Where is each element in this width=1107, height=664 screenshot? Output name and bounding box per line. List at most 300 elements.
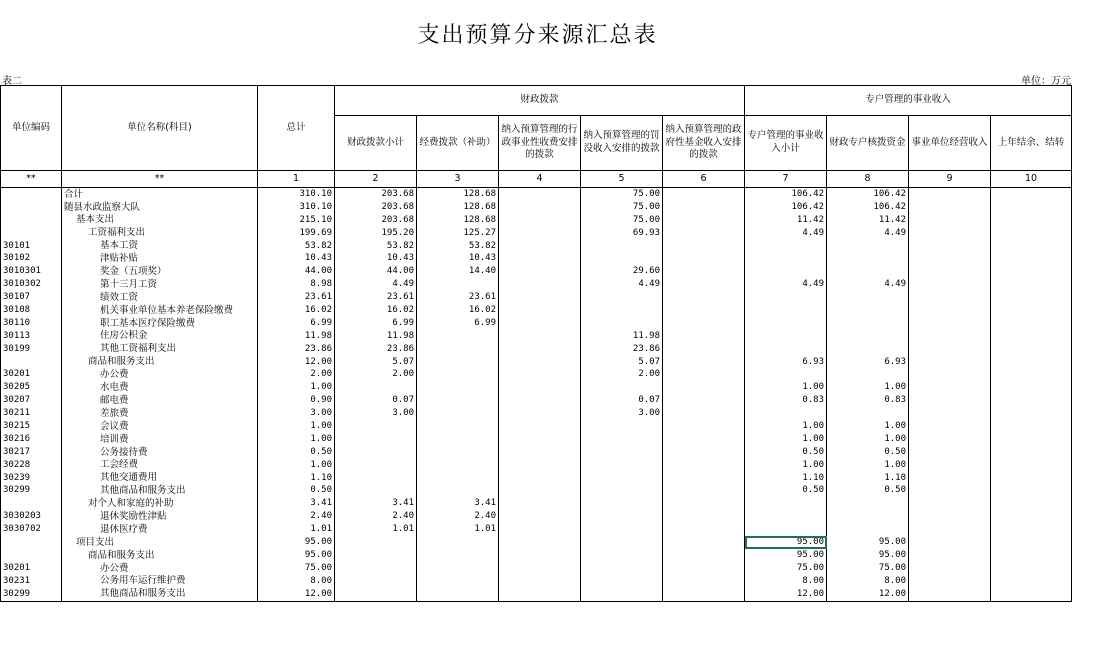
value-cell[interactable]: [663, 317, 745, 330]
value-cell[interactable]: [663, 510, 745, 523]
value-cell[interactable]: [745, 317, 827, 330]
value-cell[interactable]: 8.98: [258, 278, 335, 291]
unit-code-cell[interactable]: 30211: [1, 407, 62, 420]
value-cell[interactable]: [909, 510, 991, 523]
value-cell[interactable]: [335, 484, 417, 497]
value-cell[interactable]: [663, 265, 745, 278]
value-cell[interactable]: [909, 420, 991, 433]
value-cell[interactable]: [417, 368, 499, 381]
unit-code-cell[interactable]: 30201: [1, 368, 62, 381]
header-unit-name[interactable]: 单位名称(科目): [62, 86, 258, 171]
value-cell[interactable]: 0.90: [258, 394, 335, 407]
header-operating-grant[interactable]: 经费拨款（补助）: [417, 116, 499, 171]
value-cell[interactable]: [991, 459, 1072, 472]
value-cell[interactable]: [663, 252, 745, 265]
value-cell[interactable]: [991, 472, 1072, 485]
value-cell[interactable]: 11.98: [335, 330, 417, 343]
value-cell[interactable]: 44.00: [258, 265, 335, 278]
value-cell[interactable]: [745, 240, 827, 253]
value-cell[interactable]: 4.49: [581, 278, 663, 291]
value-cell[interactable]: [745, 252, 827, 265]
value-cell[interactable]: [663, 407, 745, 420]
unit-code-cell[interactable]: 30102: [1, 252, 62, 265]
unit-name-cell[interactable]: 商品和服务支出: [62, 549, 258, 562]
header-special-subtotal[interactable]: 专户管理的事业收入小计: [745, 116, 827, 171]
value-cell[interactable]: [909, 330, 991, 343]
value-cell[interactable]: 0.50: [827, 446, 909, 459]
value-cell[interactable]: [991, 510, 1072, 523]
header-fiscal-group[interactable]: 财政拨款: [335, 86, 745, 116]
value-cell[interactable]: [499, 317, 581, 330]
value-cell[interactable]: [499, 188, 581, 201]
value-cell[interactable]: [335, 459, 417, 472]
value-cell[interactable]: [991, 394, 1072, 407]
value-cell[interactable]: [417, 536, 499, 549]
value-cell[interactable]: 128.68: [417, 201, 499, 214]
value-cell[interactable]: 0.83: [827, 394, 909, 407]
value-cell[interactable]: 16.02: [335, 304, 417, 317]
unit-name-cell[interactable]: 退休医疗费: [62, 523, 258, 536]
unit-name-cell[interactable]: 其他交通费用: [62, 472, 258, 485]
value-cell[interactable]: [499, 459, 581, 472]
value-cell[interactable]: 12.00: [745, 588, 827, 601]
value-cell[interactable]: [581, 291, 663, 304]
value-cell[interactable]: 1.01: [335, 523, 417, 536]
value-cell[interactable]: [663, 381, 745, 394]
value-cell[interactable]: 1.00: [258, 420, 335, 433]
unit-code-cell[interactable]: 30299: [1, 588, 62, 601]
unit-name-cell[interactable]: 职工基本医疗保险缴费: [62, 317, 258, 330]
unit-name-cell[interactable]: 第十三月工资: [62, 278, 258, 291]
value-cell[interactable]: 1.10: [258, 472, 335, 485]
unit-code-cell[interactable]: 30108: [1, 304, 62, 317]
value-cell[interactable]: [499, 304, 581, 317]
value-cell[interactable]: [417, 588, 499, 601]
value-cell[interactable]: [663, 278, 745, 291]
header-total[interactable]: 总计: [258, 86, 335, 171]
value-cell[interactable]: [991, 227, 1072, 240]
unit-name-cell[interactable]: 邮电费: [62, 394, 258, 407]
unit-name-cell[interactable]: 水电费: [62, 381, 258, 394]
value-cell[interactable]: 1.01: [417, 523, 499, 536]
value-cell[interactable]: 4.49: [745, 227, 827, 240]
value-cell[interactable]: 95.00: [258, 536, 335, 549]
value-cell[interactable]: [581, 510, 663, 523]
value-cell[interactable]: 3.41: [417, 497, 499, 510]
value-cell[interactable]: [909, 407, 991, 420]
unit-code-cell[interactable]: 30231: [1, 575, 62, 588]
value-cell[interactable]: 95.00: [827, 549, 909, 562]
unit-code-cell[interactable]: [1, 227, 62, 240]
value-cell[interactable]: [991, 343, 1072, 356]
value-cell[interactable]: [335, 562, 417, 575]
value-cell[interactable]: [745, 304, 827, 317]
value-cell[interactable]: [499, 278, 581, 291]
value-cell[interactable]: 4.49: [827, 278, 909, 291]
value-cell[interactable]: 23.86: [258, 343, 335, 356]
value-cell[interactable]: [499, 562, 581, 575]
value-cell[interactable]: 12.00: [258, 588, 335, 601]
selected-cell[interactable]: 95.00: [745, 536, 827, 549]
value-cell[interactable]: [663, 562, 745, 575]
value-cell[interactable]: 3.00: [335, 407, 417, 420]
value-cell[interactable]: [417, 446, 499, 459]
value-cell[interactable]: [499, 536, 581, 549]
value-cell[interactable]: [909, 188, 991, 201]
value-cell[interactable]: [663, 304, 745, 317]
value-cell[interactable]: 106.42: [745, 188, 827, 201]
value-cell[interactable]: 10.43: [417, 252, 499, 265]
value-cell[interactable]: [827, 497, 909, 510]
value-cell[interactable]: [827, 343, 909, 356]
value-cell[interactable]: [991, 420, 1072, 433]
unit-code-cell[interactable]: 3010301: [1, 265, 62, 278]
value-cell[interactable]: [499, 472, 581, 485]
index-cell[interactable]: 6: [663, 171, 745, 188]
value-cell[interactable]: [663, 497, 745, 510]
value-cell[interactable]: 195.20: [335, 227, 417, 240]
unit-code-cell[interactable]: 30217: [1, 446, 62, 459]
value-cell[interactable]: 2.00: [335, 368, 417, 381]
unit-name-cell[interactable]: 津贴补贴: [62, 252, 258, 265]
header-business-income[interactable]: 事业单位经营收入: [909, 116, 991, 171]
value-cell[interactable]: [581, 420, 663, 433]
value-cell[interactable]: [581, 562, 663, 575]
value-cell[interactable]: [663, 330, 745, 343]
unit-name-cell[interactable]: 公务接待费: [62, 446, 258, 459]
value-cell[interactable]: [335, 433, 417, 446]
value-cell[interactable]: [581, 536, 663, 549]
unit-code-cell[interactable]: 30199: [1, 343, 62, 356]
value-cell[interactable]: [909, 536, 991, 549]
value-cell[interactable]: 8.00: [745, 575, 827, 588]
value-cell[interactable]: [909, 368, 991, 381]
header-admin-fee-budget[interactable]: 纳入预算管理的行政事业性收费安排的拨款: [499, 116, 581, 171]
value-cell[interactable]: [417, 549, 499, 562]
value-cell[interactable]: [745, 510, 827, 523]
unit-code-cell[interactable]: [1, 497, 62, 510]
value-cell[interactable]: [827, 317, 909, 330]
value-cell[interactable]: 95.00: [258, 549, 335, 562]
value-cell[interactable]: 23.61: [335, 291, 417, 304]
value-cell[interactable]: [991, 304, 1072, 317]
value-cell[interactable]: [335, 381, 417, 394]
value-cell[interactable]: [991, 356, 1072, 369]
value-cell[interactable]: [417, 394, 499, 407]
index-cell[interactable]: 10: [991, 171, 1072, 188]
value-cell[interactable]: [909, 227, 991, 240]
value-cell[interactable]: [991, 214, 1072, 227]
unit-name-cell[interactable]: 合计: [62, 188, 258, 201]
value-cell[interactable]: [663, 188, 745, 201]
value-cell[interactable]: 69.93: [581, 227, 663, 240]
value-cell[interactable]: [417, 330, 499, 343]
unit-name-cell[interactable]: 会议费: [62, 420, 258, 433]
value-cell[interactable]: [417, 278, 499, 291]
value-cell[interactable]: 11.98: [258, 330, 335, 343]
value-cell[interactable]: 1.00: [827, 459, 909, 472]
value-cell[interactable]: [499, 201, 581, 214]
value-cell[interactable]: 0.50: [745, 484, 827, 497]
value-cell[interactable]: 29.60: [581, 265, 663, 278]
value-cell[interactable]: [663, 588, 745, 601]
value-cell[interactable]: [663, 420, 745, 433]
value-cell[interactable]: [991, 575, 1072, 588]
value-cell[interactable]: [909, 278, 991, 291]
value-cell[interactable]: [991, 278, 1072, 291]
value-cell[interactable]: [335, 420, 417, 433]
value-cell[interactable]: [335, 588, 417, 601]
value-cell[interactable]: 1.10: [827, 472, 909, 485]
unit-code-cell[interactable]: 30107: [1, 291, 62, 304]
value-cell[interactable]: [499, 510, 581, 523]
value-cell[interactable]: 1.00: [827, 433, 909, 446]
value-cell[interactable]: [909, 472, 991, 485]
unit-code-cell[interactable]: 30215: [1, 420, 62, 433]
value-cell[interactable]: [335, 446, 417, 459]
index-cell[interactable]: 8: [827, 171, 909, 188]
unit-code-cell[interactable]: 30101: [1, 240, 62, 253]
unit-name-cell[interactable]: 办公费: [62, 368, 258, 381]
value-cell[interactable]: [909, 214, 991, 227]
value-cell[interactable]: 1.00: [745, 381, 827, 394]
value-cell[interactable]: 2.40: [417, 510, 499, 523]
value-cell[interactable]: 6.93: [745, 356, 827, 369]
value-cell[interactable]: [581, 433, 663, 446]
value-cell[interactable]: [663, 523, 745, 536]
value-cell[interactable]: [745, 330, 827, 343]
value-cell[interactable]: [827, 368, 909, 381]
value-cell[interactable]: [581, 472, 663, 485]
unit-code-cell[interactable]: 3010302: [1, 278, 62, 291]
value-cell[interactable]: [827, 252, 909, 265]
header-special-group[interactable]: 专户管理的事业收入: [745, 86, 1072, 116]
value-cell[interactable]: 0.07: [581, 394, 663, 407]
value-cell[interactable]: 16.02: [417, 304, 499, 317]
value-cell[interactable]: 5.07: [335, 356, 417, 369]
unit-code-cell[interactable]: 3030203: [1, 510, 62, 523]
value-cell[interactable]: [663, 472, 745, 485]
value-cell[interactable]: [745, 291, 827, 304]
value-cell[interactable]: [499, 549, 581, 562]
value-cell[interactable]: [581, 484, 663, 497]
value-cell[interactable]: [417, 484, 499, 497]
value-cell[interactable]: [499, 484, 581, 497]
unit-name-cell[interactable]: 公务用车运行维护费: [62, 575, 258, 588]
value-cell[interactable]: [909, 240, 991, 253]
value-cell[interactable]: [417, 407, 499, 420]
value-cell[interactable]: 0.50: [745, 446, 827, 459]
value-cell[interactable]: [909, 446, 991, 459]
value-cell[interactable]: [991, 330, 1072, 343]
value-cell[interactable]: 75.00: [581, 188, 663, 201]
value-cell[interactable]: 1.00: [745, 459, 827, 472]
value-cell[interactable]: 310.10: [258, 188, 335, 201]
value-cell[interactable]: [581, 446, 663, 459]
value-cell[interactable]: [827, 510, 909, 523]
value-cell[interactable]: [663, 291, 745, 304]
value-cell[interactable]: 128.68: [417, 188, 499, 201]
value-cell[interactable]: [581, 523, 663, 536]
index-cell[interactable]: **: [1, 171, 62, 188]
unit-code-cell[interactable]: 30201: [1, 562, 62, 575]
value-cell[interactable]: 95.00: [745, 549, 827, 562]
value-cell[interactable]: [499, 368, 581, 381]
unit-name-cell[interactable]: 其他商品和服务支出: [62, 588, 258, 601]
header-confiscation-budget[interactable]: 纳入预算管理的罚没收入安排的拨款: [581, 116, 663, 171]
unit-code-cell[interactable]: [1, 549, 62, 562]
value-cell[interactable]: 1.10: [745, 472, 827, 485]
value-cell[interactable]: 75.00: [745, 562, 827, 575]
value-cell[interactable]: [335, 575, 417, 588]
unit-name-cell[interactable]: 培训费: [62, 433, 258, 446]
value-cell[interactable]: [827, 304, 909, 317]
value-cell[interactable]: [499, 381, 581, 394]
value-cell[interactable]: [909, 304, 991, 317]
value-cell[interactable]: 75.00: [581, 214, 663, 227]
value-cell[interactable]: [581, 459, 663, 472]
value-cell[interactable]: [499, 523, 581, 536]
value-cell[interactable]: [991, 407, 1072, 420]
value-cell[interactable]: [909, 381, 991, 394]
value-cell[interactable]: 53.82: [335, 240, 417, 253]
value-cell[interactable]: 4.49: [745, 278, 827, 291]
value-cell[interactable]: [991, 446, 1072, 459]
value-cell[interactable]: 106.42: [745, 201, 827, 214]
index-cell[interactable]: 9: [909, 171, 991, 188]
index-cell[interactable]: 5: [581, 171, 663, 188]
value-cell[interactable]: [909, 484, 991, 497]
value-cell[interactable]: 106.42: [827, 201, 909, 214]
header-carryover[interactable]: 上年结余、结转: [991, 116, 1072, 171]
unit-name-cell[interactable]: 退休奖励性津贴: [62, 510, 258, 523]
value-cell[interactable]: [991, 188, 1072, 201]
value-cell[interactable]: [991, 291, 1072, 304]
value-cell[interactable]: [909, 588, 991, 601]
value-cell[interactable]: [909, 317, 991, 330]
value-cell[interactable]: [745, 265, 827, 278]
value-cell[interactable]: [499, 227, 581, 240]
value-cell[interactable]: [827, 240, 909, 253]
value-cell[interactable]: 3.00: [581, 407, 663, 420]
value-cell[interactable]: 3.41: [335, 497, 417, 510]
value-cell[interactable]: 12.00: [258, 356, 335, 369]
value-cell[interactable]: 23.86: [581, 343, 663, 356]
value-cell[interactable]: 1.00: [745, 420, 827, 433]
value-cell[interactable]: [499, 265, 581, 278]
value-cell[interactable]: [909, 433, 991, 446]
value-cell[interactable]: [581, 304, 663, 317]
index-cell[interactable]: 7: [745, 171, 827, 188]
unit-name-cell[interactable]: 基本支出: [62, 214, 258, 227]
value-cell[interactable]: [991, 433, 1072, 446]
value-cell[interactable]: 203.68: [335, 201, 417, 214]
value-cell[interactable]: [909, 562, 991, 575]
value-cell[interactable]: [335, 549, 417, 562]
value-cell[interactable]: [581, 588, 663, 601]
value-cell[interactable]: 23.86: [335, 343, 417, 356]
value-cell[interactable]: 310.10: [258, 201, 335, 214]
value-cell[interactable]: [909, 497, 991, 510]
index-cell[interactable]: 1: [258, 171, 335, 188]
value-cell[interactable]: [499, 446, 581, 459]
value-cell[interactable]: 16.02: [258, 304, 335, 317]
value-cell[interactable]: [663, 446, 745, 459]
value-cell[interactable]: [991, 562, 1072, 575]
unit-code-cell[interactable]: 30216: [1, 433, 62, 446]
value-cell[interactable]: [991, 240, 1072, 253]
unit-name-cell[interactable]: 项目支出: [62, 536, 258, 549]
unit-code-cell[interactable]: 30113: [1, 330, 62, 343]
value-cell[interactable]: [417, 420, 499, 433]
value-cell[interactable]: [827, 265, 909, 278]
value-cell[interactable]: 203.68: [335, 214, 417, 227]
unit-code-cell[interactable]: [1, 188, 62, 201]
value-cell[interactable]: 4.49: [335, 278, 417, 291]
index-cell[interactable]: 2: [335, 171, 417, 188]
value-cell[interactable]: [991, 252, 1072, 265]
unit-code-cell[interactable]: 3030702: [1, 523, 62, 536]
value-cell[interactable]: 23.61: [258, 291, 335, 304]
unit-name-cell[interactable]: 住房公积金: [62, 330, 258, 343]
value-cell[interactable]: [991, 588, 1072, 601]
value-cell[interactable]: 3.41: [258, 497, 335, 510]
value-cell[interactable]: [417, 459, 499, 472]
value-cell[interactable]: [909, 459, 991, 472]
unit-name-cell[interactable]: 工会经费: [62, 459, 258, 472]
value-cell[interactable]: 1.00: [827, 381, 909, 394]
value-cell[interactable]: [663, 343, 745, 356]
value-cell[interactable]: [827, 291, 909, 304]
value-cell[interactable]: [909, 523, 991, 536]
value-cell[interactable]: [499, 291, 581, 304]
value-cell[interactable]: 53.82: [417, 240, 499, 253]
value-cell[interactable]: [991, 265, 1072, 278]
value-cell[interactable]: 75.00: [827, 562, 909, 575]
value-cell[interactable]: [909, 252, 991, 265]
value-cell[interactable]: 0.07: [335, 394, 417, 407]
value-cell[interactable]: [499, 575, 581, 588]
value-cell[interactable]: 6.99: [417, 317, 499, 330]
unit-code-cell[interactable]: [1, 201, 62, 214]
unit-name-cell[interactable]: 奖金（五项奖）: [62, 265, 258, 278]
value-cell[interactable]: [991, 381, 1072, 394]
value-cell[interactable]: [417, 381, 499, 394]
unit-name-cell[interactable]: 对个人和家庭的补助: [62, 497, 258, 510]
value-cell[interactable]: 8.00: [827, 575, 909, 588]
unit-code-cell[interactable]: 30207: [1, 394, 62, 407]
value-cell[interactable]: [499, 420, 581, 433]
value-cell[interactable]: 6.93: [827, 356, 909, 369]
unit-name-cell[interactable]: 随县水政监察大队: [62, 201, 258, 214]
header-special-approved[interactable]: 财政专户核拨资金: [827, 116, 909, 171]
value-cell[interactable]: 12.00: [827, 588, 909, 601]
value-cell[interactable]: [991, 497, 1072, 510]
value-cell[interactable]: [499, 394, 581, 407]
index-cell[interactable]: 3: [417, 171, 499, 188]
value-cell[interactable]: [417, 433, 499, 446]
value-cell[interactable]: 125.27: [417, 227, 499, 240]
value-cell[interactable]: [663, 240, 745, 253]
value-cell[interactable]: [663, 484, 745, 497]
value-cell[interactable]: 53.82: [258, 240, 335, 253]
value-cell[interactable]: [581, 549, 663, 562]
unit-code-cell[interactable]: 30110: [1, 317, 62, 330]
value-cell[interactable]: [991, 368, 1072, 381]
unit-code-cell[interactable]: [1, 214, 62, 227]
index-cell[interactable]: **: [62, 171, 258, 188]
value-cell[interactable]: [663, 459, 745, 472]
